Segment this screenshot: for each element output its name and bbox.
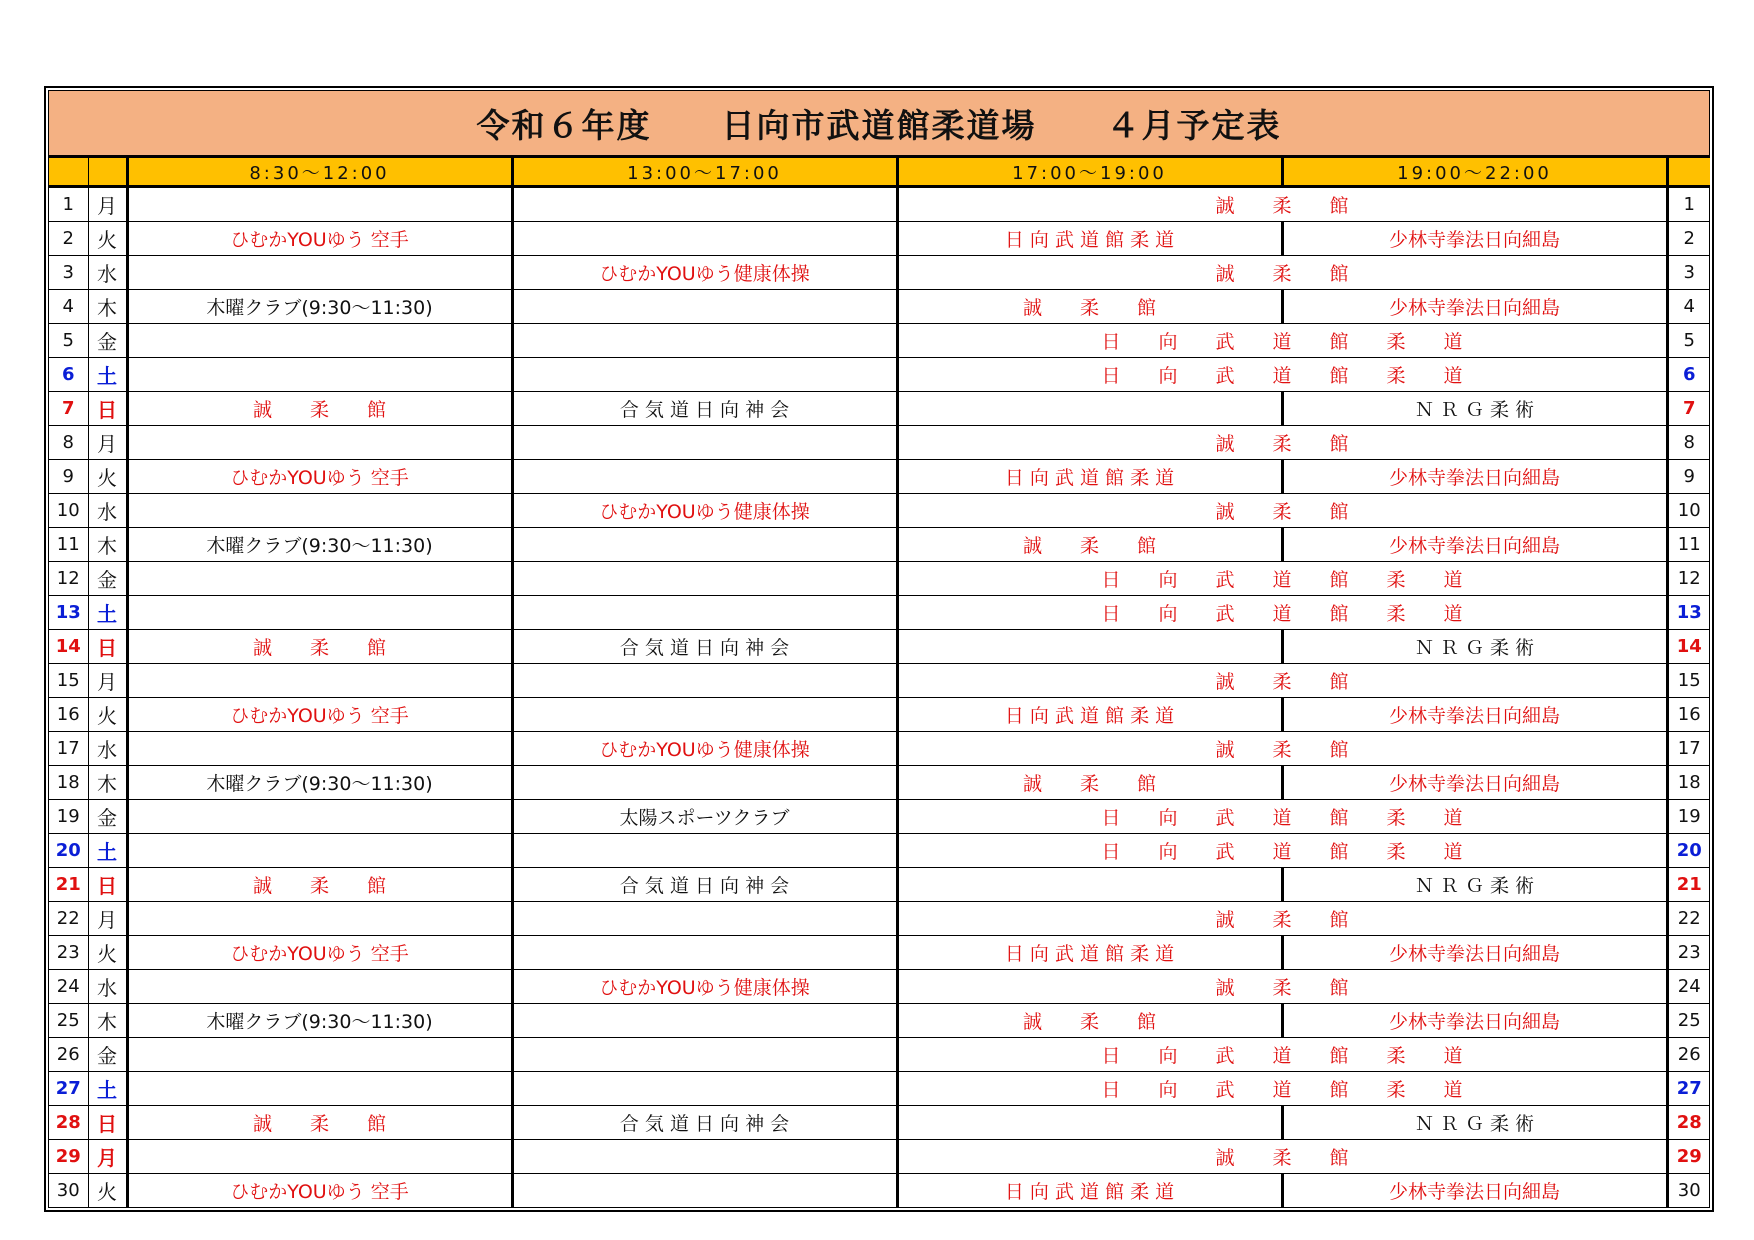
empty-slot — [127, 1140, 512, 1174]
day-number: 27 — [49, 1072, 88, 1106]
empty-slot — [127, 970, 512, 1004]
schedule-row — [49, 630, 1710, 664]
schedule-row — [49, 936, 1710, 970]
day-number: 19 — [49, 800, 88, 834]
schedule-entry: 日 向 武 道 館 柔 道 — [897, 1174, 1282, 1208]
schedule-entry: Ｎ Ｒ Ｇ 柔 術 — [1282, 1106, 1667, 1140]
empty-slot — [512, 1140, 897, 1174]
day-number: 22 — [49, 902, 88, 936]
day-number-right: 22 — [1667, 902, 1710, 936]
day-number-right: 12 — [1667, 562, 1710, 596]
schedule-entry: 太陽スポーツクラブ — [512, 800, 897, 834]
schedule-inner — [48, 90, 1710, 1208]
schedule-row — [49, 528, 1710, 562]
schedule-row — [49, 358, 1710, 392]
empty-slot — [897, 630, 1282, 664]
day-number: 14 — [49, 630, 88, 664]
schedule-entry: 少林寺拳法日向細島 — [1282, 1174, 1667, 1208]
day-number: 2 — [49, 222, 88, 256]
day-of-week: 月 — [88, 664, 127, 698]
day-of-week: 金 — [88, 1038, 127, 1072]
empty-slot — [897, 392, 1282, 426]
schedule-entry: 日 向 武 道 館 柔 道 — [897, 324, 1667, 358]
day-of-week: 木 — [88, 290, 127, 324]
schedule-entry: 合 気 道 日 向 神 会 — [512, 630, 897, 664]
schedule-entry: 誠 柔 館 — [897, 1140, 1667, 1174]
schedule-entry: 日 向 武 道 館 柔 道 — [897, 460, 1282, 494]
schedule-entry: 誠 柔 館 — [127, 392, 512, 426]
header-slot-morning: 8:30～12:00 — [127, 158, 512, 187]
empty-slot — [512, 1174, 897, 1208]
day-number-right: 17 — [1667, 732, 1710, 766]
day-number-right: 21 — [1667, 868, 1710, 902]
schedule-row — [49, 766, 1710, 800]
schedule-entry: 少林寺拳法日向細島 — [1282, 698, 1667, 732]
schedule-entry: 日 向 武 道 館 柔 道 — [897, 358, 1667, 392]
day-number: 16 — [49, 698, 88, 732]
day-number: 9 — [49, 460, 88, 494]
schedule-row — [49, 868, 1710, 902]
schedule-entry: 誠 柔 館 — [897, 902, 1667, 936]
schedule-frame — [44, 86, 1714, 1212]
day-of-week: 土 — [88, 834, 127, 868]
day-number: 8 — [49, 426, 88, 460]
empty-slot — [897, 1106, 1282, 1140]
day-number-right: 5 — [1667, 324, 1710, 358]
empty-slot — [127, 187, 512, 222]
day-number: 5 — [49, 324, 88, 358]
schedule-entry: 少林寺拳法日向細島 — [1282, 290, 1667, 324]
day-number: 15 — [49, 664, 88, 698]
day-number-right: 13 — [1667, 596, 1710, 630]
day-number: 18 — [49, 766, 88, 800]
day-number-right: 26 — [1667, 1038, 1710, 1072]
day-number-right: 11 — [1667, 528, 1710, 562]
schedule-row — [49, 1072, 1710, 1106]
schedule-entry: ひむかYOUゆう健康体操 — [512, 494, 897, 528]
header-slot-afternoon: 13:00～17:00 — [512, 158, 897, 187]
schedule-entry: 誠 柔 館 — [127, 868, 512, 902]
schedule-entry: 誠 柔 館 — [897, 290, 1282, 324]
day-of-week: 月 — [88, 187, 127, 222]
day-of-week: 月 — [88, 902, 127, 936]
schedule-entry: Ｎ Ｒ Ｇ 柔 術 — [1282, 868, 1667, 902]
day-of-week: 木 — [88, 528, 127, 562]
empty-slot — [512, 358, 897, 392]
schedule-entry: ひむかYOUゆう 空手 — [127, 936, 512, 970]
schedule-row — [49, 460, 1710, 494]
day-number: 13 — [49, 596, 88, 630]
schedule-entry: 木曜クラブ(9:30～11:30) — [127, 290, 512, 324]
schedule-entry: 日 向 武 道 館 柔 道 — [897, 834, 1667, 868]
empty-slot — [512, 222, 897, 256]
schedule-row — [49, 562, 1710, 596]
schedule-entry: 誠 柔 館 — [897, 528, 1282, 562]
day-number-right: 28 — [1667, 1106, 1710, 1140]
schedule-entry: 誠 柔 館 — [897, 1004, 1282, 1038]
schedule-entry: 木曜クラブ(9:30～11:30) — [127, 528, 512, 562]
empty-slot — [512, 528, 897, 562]
empty-slot — [512, 426, 897, 460]
schedule-entry: 少林寺拳法日向細島 — [1282, 460, 1667, 494]
day-number: 10 — [49, 494, 88, 528]
schedule-entry: 日 向 武 道 館 柔 道 — [897, 800, 1667, 834]
day-number-right: 8 — [1667, 426, 1710, 460]
schedule-row — [49, 902, 1710, 936]
empty-slot — [512, 698, 897, 732]
day-number: 26 — [49, 1038, 88, 1072]
schedule-row — [49, 290, 1710, 324]
empty-slot — [127, 494, 512, 528]
header-slot-evening: 17:00～19:00 — [897, 158, 1282, 187]
empty-slot — [127, 902, 512, 936]
day-number-right: 4 — [1667, 290, 1710, 324]
schedule-entry: 誠 柔 館 — [897, 187, 1667, 222]
schedule-row — [49, 834, 1710, 868]
day-number: 20 — [49, 834, 88, 868]
schedule-row — [49, 494, 1710, 528]
empty-slot — [127, 1072, 512, 1106]
schedule-entry: 誠 柔 館 — [897, 426, 1667, 460]
day-of-week: 日 — [88, 868, 127, 902]
schedule-entry: 日 向 武 道 館 柔 道 — [897, 596, 1667, 630]
schedule-entry: 少林寺拳法日向細島 — [1282, 766, 1667, 800]
schedule-entry: 誠 柔 館 — [127, 1106, 512, 1140]
day-number-right: 15 — [1667, 664, 1710, 698]
day-number-right: 9 — [1667, 460, 1710, 494]
schedule-row — [49, 732, 1710, 766]
schedule-entry: 日 向 武 道 館 柔 道 — [897, 1038, 1667, 1072]
schedule-row — [49, 664, 1710, 698]
empty-slot — [897, 868, 1282, 902]
empty-slot — [512, 562, 897, 596]
day-number-right: 6 — [1667, 358, 1710, 392]
schedule-row — [49, 392, 1710, 426]
day-number-right: 20 — [1667, 834, 1710, 868]
schedule-entry: 日 向 武 道 館 柔 道 — [897, 936, 1282, 970]
day-number: 29 — [49, 1140, 88, 1174]
day-of-week: 木 — [88, 1004, 127, 1038]
schedule-row — [49, 1174, 1710, 1208]
schedule-entry: 誠 柔 館 — [897, 256, 1667, 290]
schedule-entry: ひむかYOUゆう健康体操 — [512, 732, 897, 766]
day-number-right: 30 — [1667, 1174, 1710, 1208]
day-of-week: 金 — [88, 562, 127, 596]
day-of-week: 火 — [88, 222, 127, 256]
schedule-row — [49, 698, 1710, 732]
empty-slot — [512, 187, 897, 222]
schedule-entry: ひむかYOUゆう 空手 — [127, 222, 512, 256]
schedule-entry: 合 気 道 日 向 神 会 — [512, 392, 897, 426]
schedule-body — [49, 187, 1710, 1208]
day-number-right: 25 — [1667, 1004, 1710, 1038]
schedule-entry: ひむかYOUゆう 空手 — [127, 698, 512, 732]
empty-slot — [512, 1038, 897, 1072]
schedule-entry: 合 気 道 日 向 神 会 — [512, 868, 897, 902]
schedule-entry: 少林寺拳法日向細島 — [1282, 528, 1667, 562]
day-of-week: 火 — [88, 936, 127, 970]
day-number-right: 2 — [1667, 222, 1710, 256]
empty-slot — [512, 324, 897, 358]
header-blank-dow — [88, 158, 127, 187]
page-title: 令和６年度 日向市武道館柔道場 ４月予定表 — [49, 91, 1709, 158]
day-number: 25 — [49, 1004, 88, 1038]
header-slot-night: 19:00～22:00 — [1282, 158, 1667, 187]
day-number: 4 — [49, 290, 88, 324]
day-number: 23 — [49, 936, 88, 970]
day-of-week: 土 — [88, 596, 127, 630]
day-of-week: 月 — [88, 426, 127, 460]
day-number-right: 1 — [1667, 187, 1710, 222]
schedule-row — [49, 1106, 1710, 1140]
schedule-entry: 誠 柔 館 — [897, 766, 1282, 800]
schedule-row — [49, 222, 1710, 256]
day-of-week: 火 — [88, 698, 127, 732]
empty-slot — [512, 834, 897, 868]
schedule-entry: 木曜クラブ(9:30～11:30) — [127, 1004, 512, 1038]
day-number-right: 18 — [1667, 766, 1710, 800]
day-of-week: 日 — [88, 630, 127, 664]
day-of-week: 日 — [88, 1106, 127, 1140]
empty-slot — [127, 256, 512, 290]
time-slot-header — [49, 158, 1710, 187]
day-of-week: 土 — [88, 358, 127, 392]
empty-slot — [127, 358, 512, 392]
day-number: 24 — [49, 970, 88, 1004]
empty-slot — [512, 766, 897, 800]
empty-slot — [127, 596, 512, 630]
day-of-week: 火 — [88, 460, 127, 494]
schedule-entry: ひむかYOUゆう 空手 — [127, 460, 512, 494]
schedule-entry: Ｎ Ｒ Ｇ 柔 術 — [1282, 630, 1667, 664]
schedule-entry: 誠 柔 館 — [127, 630, 512, 664]
empty-slot — [127, 732, 512, 766]
schedule-row — [49, 970, 1710, 1004]
schedule-entry: 日 向 武 道 館 柔 道 — [897, 698, 1282, 732]
schedule-row — [49, 426, 1710, 460]
schedule-entry: ひむかYOUゆう健康体操 — [512, 970, 897, 1004]
schedule-entry: 合 気 道 日 向 神 会 — [512, 1106, 897, 1140]
day-number-right: 23 — [1667, 936, 1710, 970]
day-number-right: 19 — [1667, 800, 1710, 834]
day-of-week: 木 — [88, 766, 127, 800]
day-of-week: 火 — [88, 1174, 127, 1208]
day-number-right: 14 — [1667, 630, 1710, 664]
empty-slot — [127, 1038, 512, 1072]
empty-slot — [512, 460, 897, 494]
day-of-week: 水 — [88, 970, 127, 1004]
schedule-row — [49, 1004, 1710, 1038]
day-number: 12 — [49, 562, 88, 596]
day-number: 1 — [62, 194, 74, 215]
day-number-right: 10 — [1667, 494, 1710, 528]
schedule-entry: 少林寺拳法日向細島 — [1282, 1004, 1667, 1038]
schedule-entry: 日 向 武 道 館 柔 道 — [897, 1072, 1667, 1106]
schedule-row — [49, 800, 1710, 834]
day-number-right: 7 — [1667, 392, 1710, 426]
schedule-entry: 少林寺拳法日向細島 — [1282, 936, 1667, 970]
day-of-week: 月 — [88, 1140, 127, 1174]
schedule-entry: 日 向 武 道 館 柔 道 — [897, 562, 1667, 596]
empty-slot — [127, 800, 512, 834]
day-of-week: 水 — [88, 732, 127, 766]
empty-slot — [127, 426, 512, 460]
schedule-entry: Ｎ Ｒ Ｇ 柔 術 — [1282, 392, 1667, 426]
day-of-week: 金 — [88, 324, 127, 358]
day-of-week: 水 — [88, 494, 127, 528]
day-number: 7 — [49, 392, 88, 426]
empty-slot — [512, 290, 897, 324]
schedule-row — [49, 256, 1710, 290]
day-number: 17 — [49, 732, 88, 766]
schedule-table — [49, 158, 1710, 1207]
schedule-row — [49, 1140, 1710, 1174]
empty-slot — [127, 664, 512, 698]
schedule-entry: 日 向 武 道 館 柔 道 — [897, 222, 1282, 256]
day-of-week: 水 — [88, 256, 127, 290]
empty-slot — [512, 1004, 897, 1038]
day-number-right: 24 — [1667, 970, 1710, 1004]
day-of-week: 日 — [88, 392, 127, 426]
empty-slot — [127, 324, 512, 358]
schedule-entry: ひむかYOUゆう健康体操 — [512, 256, 897, 290]
schedule-entry: ひむかYOUゆう 空手 — [127, 1174, 512, 1208]
day-of-week: 土 — [88, 1072, 127, 1106]
day-number: 21 — [49, 868, 88, 902]
day-number: 11 — [49, 528, 88, 562]
empty-slot — [512, 664, 897, 698]
schedule-entry: 木曜クラブ(9:30～11:30) — [127, 766, 512, 800]
day-number-right: 29 — [1667, 1140, 1710, 1174]
schedule-entry: 誠 柔 館 — [897, 664, 1667, 698]
day-number-right: 3 — [1667, 256, 1710, 290]
day-number: 3 — [49, 256, 88, 290]
schedule-row — [49, 596, 1710, 630]
schedule-row — [49, 324, 1710, 358]
empty-slot — [512, 902, 897, 936]
empty-slot — [512, 596, 897, 630]
day-number: 30 — [49, 1174, 88, 1208]
empty-slot — [512, 936, 897, 970]
day-number: 6 — [49, 358, 88, 392]
day-number: 28 — [49, 1106, 88, 1140]
empty-slot — [127, 834, 512, 868]
schedule-entry: 誠 柔 館 — [897, 494, 1667, 528]
empty-slot — [512, 1072, 897, 1106]
schedule-entry: 少林寺拳法日向細島 — [1282, 222, 1667, 256]
header-blank-end — [1667, 158, 1710, 187]
schedule-row — [49, 1038, 1710, 1072]
schedule-entry: 誠 柔 館 — [897, 732, 1667, 766]
day-number-right: 16 — [1667, 698, 1710, 732]
header-blank-day — [49, 158, 88, 187]
day-number-right: 27 — [1667, 1072, 1710, 1106]
empty-slot — [127, 562, 512, 596]
schedule-row — [49, 187, 1710, 222]
schedule-entry: 誠 柔 館 — [897, 970, 1667, 1004]
day-of-week: 金 — [88, 800, 127, 834]
